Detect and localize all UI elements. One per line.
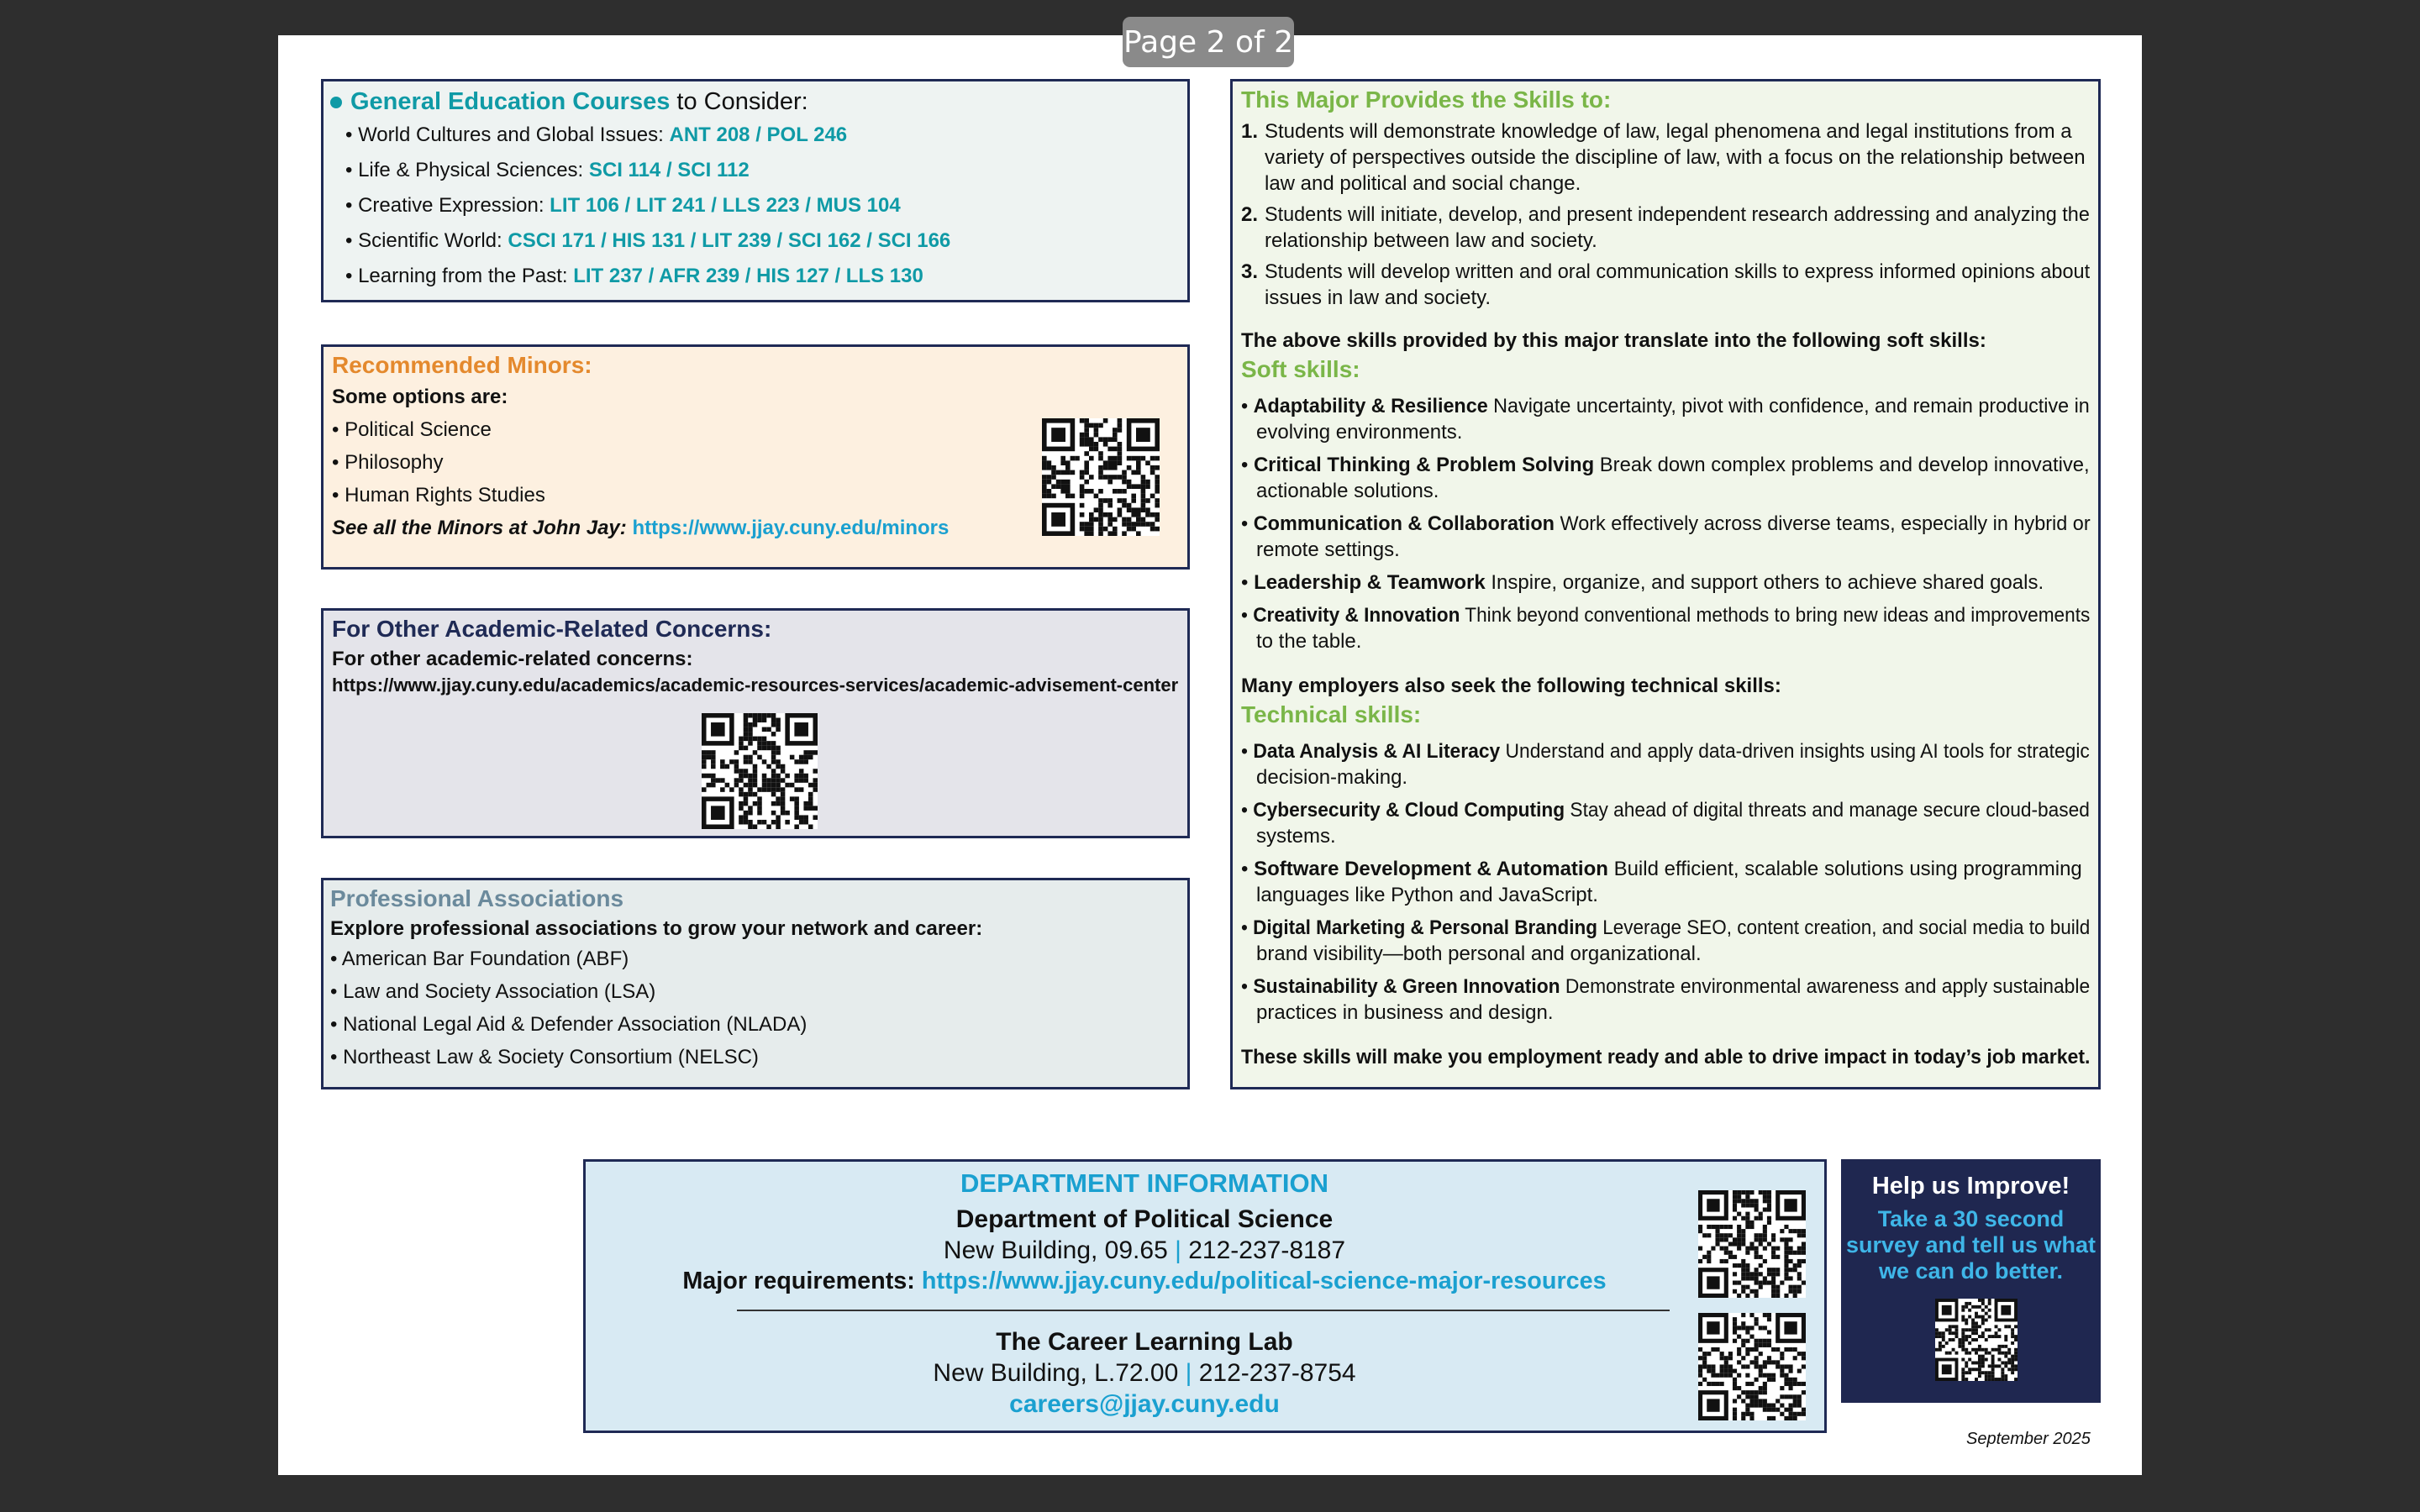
skill-item-cont: remote settings. <box>1256 538 1400 561</box>
survey-text: Take a 30 second survey and tell us what we can do better. <box>1845 1206 2096 1284</box>
outcome-text: Students will initiate, develop, and present independent research addressing and analyzing the <box>1265 203 2090 226</box>
gen-ed-box <box>321 79 1190 302</box>
minors-box <box>321 344 1190 570</box>
course-codes: LIT 237 / AFR 239 / HIS 127 / LLS 130 <box>573 265 923 287</box>
publication-date: September 2025 <box>1966 1430 2091 1448</box>
course-codes: CSCI 171 / HIS 131 / LIT 239 / SCI 162 / SCI 166 <box>508 229 951 252</box>
skill-item: • Leadership & Teamwork Inspire, organize, and support others to achieve shared goals. <box>1241 571 2044 594</box>
dept-requirements: Major requirements: https://www.jjay.cuny.edu/political-science-major-resources <box>682 1268 1607 1294</box>
minor-item: • Philosophy <box>332 451 444 474</box>
department-info-box <box>583 1159 1827 1433</box>
other-title: For Other Academic-Related Concerns: <box>332 616 772 642</box>
minors-link[interactable]: https://www.jjay.cuny.edu/minors <box>632 517 950 539</box>
association-item: • Northeast Law & Society Consortium (NELSC) <box>330 1046 759 1068</box>
dept-heading: DEPARTMENT INFORMATION <box>960 1168 1328 1198</box>
soft-skills-intro: The above skills provided by this major translate into the following soft skills: <box>1241 329 1986 352</box>
survey-qr-code[interactable] <box>1935 1299 2018 1381</box>
survey-box <box>1841 1159 2101 1403</box>
skills-title: This Major Provides the Skills to: <box>1241 87 1612 113</box>
skill-item: • Sustainability & Green Innovation Demonstrate environmental awareness and apply sustainable <box>1241 975 2091 998</box>
outcome-text: variety of perspectives outside the discipline of law, with a focus on the relationship between <box>1265 146 2086 169</box>
outcome-number: 2. <box>1241 203 1259 226</box>
gen-ed-item: • Scientific World: CSCI 171 / HIS 131 / LIT 239 / SCI 162 / SCI 166 <box>345 229 951 252</box>
course-codes: LIT 106 / LIT 241 / LLS 223 / MUS 104 <box>550 194 901 217</box>
skill-item-cont: evolving environments. <box>1256 421 1463 444</box>
skill-item: • Data Analysis & AI Literacy Understand and apply data-driven insights using AI tools for strategic <box>1241 740 2090 763</box>
skill-item: • Communication & Collaboration Work effectively across diverse teams, especially in hybrid or <box>1241 512 2091 535</box>
skill-item: • Critical Thinking & Problem Solving Break down complex problems and develop innovative, <box>1241 454 2090 476</box>
divider <box>737 1310 1670 1311</box>
skill-item-cont: systems. <box>1256 825 1336 848</box>
survey-title: Help us Improve! <box>1871 1173 2070 1200</box>
prof-intro: Explore professional associations to grow your network and career: <box>330 917 983 940</box>
skill-item-cont: actionable solutions. <box>1256 480 1439 502</box>
tech-skills-intro: Many employers also seek the following technical skills: <box>1241 675 1781 697</box>
skill-item-cont: languages like Python and JavaScript. <box>1256 884 1598 906</box>
outcome-text: relationship between law and society. <box>1265 229 1597 252</box>
outcome-number: 1. <box>1241 120 1259 143</box>
skill-item: • Creativity & Innovation Think beyond conventional methods to bring new ideas and improvements <box>1241 604 2091 627</box>
lab-qr-code[interactable] <box>1698 1313 1806 1420</box>
advisement-qr-code[interactable] <box>702 713 818 829</box>
outcome-text: issues in law and society. <box>1265 286 1491 309</box>
tech-skills-title: Technical skills: <box>1241 701 1422 727</box>
minor-item: • Political Science <box>332 418 492 441</box>
skill-item: • Cybersecurity & Cloud Computing Stay ahead of digital threats and manage secure cloud-based <box>1241 799 2090 822</box>
gen-ed-title: General Education Courses to Consider: <box>330 88 808 116</box>
course-codes: SCI 114 / SCI 112 <box>588 159 750 181</box>
association-item: • National Legal Aid & Defender Association (NLADA) <box>330 1013 808 1036</box>
gen-ed-item: • Life & Physical Sciences: SCI 114 / SCI 112 <box>345 159 750 181</box>
gen-ed-item: • Learning from the Past: LIT 237 / AFR 239 / HIS 127 / LLS 130 <box>345 265 923 287</box>
skills-closing: These skills will make you employment ready and able to drive impact in today’s job market. <box>1241 1046 2091 1068</box>
dept-name: Department of Political Science <box>955 1205 1334 1233</box>
skills-box <box>1230 79 2101 1089</box>
association-item: • Law and Society Association (LSA) <box>330 980 656 1003</box>
skill-item: • Digital Marketing & Personal Branding Leverage SEO, content creation, and social media to build <box>1241 916 2091 939</box>
outcome-text: law and political and social change. <box>1265 172 1581 195</box>
skill-item-cont: brand visibility—both personal and organizational. <box>1256 942 1702 965</box>
major-requirements-link[interactable]: https://www.jjay.cuny.edu/political-science-major-resources <box>921 1268 1607 1294</box>
soft-skills-title: Soft skills: <box>1241 356 1360 382</box>
skill-item: • Adaptability & Resilience Navigate uncertainty, pivot with confidence, and remain productive in <box>1241 395 2090 417</box>
lab-email-link[interactable]: careers@jjay.cuny.edu <box>1009 1390 1280 1418</box>
prof-title: Professional Associations <box>330 885 624 911</box>
minors-see-all: See all the Minors at John Jay: https://www.jjay.cuny.edu/minors <box>332 517 950 539</box>
minors-title: Recommended Minors: <box>332 352 592 378</box>
gen-ed-item: • World Cultures and Global Issues: ANT 208 / POL 246 <box>345 123 848 146</box>
lab-contact: New Building, L.72.00 | 212-237-8754 <box>933 1359 1356 1387</box>
association-item: • American Bar Foundation (ABF) <box>330 948 629 970</box>
course-codes: ANT 208 / POL 246 <box>669 123 848 146</box>
other-intro: For other academic-related concerns: <box>332 648 693 670</box>
minors-intro: Some options are: <box>332 386 508 408</box>
lab-name: The Career Learning Lab <box>996 1328 1293 1356</box>
minor-item: • Human Rights Studies <box>332 484 545 507</box>
outcome-text: Students will demonstrate knowledge of law, legal phenomena and legal institutions from a <box>1265 120 2072 143</box>
professional-associations-box <box>321 878 1190 1089</box>
skill-item-cont: decision-making. <box>1256 766 1408 789</box>
outcome-number: 3. <box>1241 260 1259 283</box>
advisement-center-link[interactable]: https://www.jjay.cuny.edu/academics/academic-resources-services/academic-advisement-center <box>332 675 1179 696</box>
skill-item-cont: practices in business and design. <box>1256 1001 1554 1024</box>
dept-contact: New Building, 09.65 | 212-237-8187 <box>943 1236 1346 1264</box>
bullet-dot-icon <box>330 97 342 108</box>
page-indicator: Page 2 of 2 <box>1123 17 1294 67</box>
gen-ed-item: • Creative Expression: LIT 106 / LIT 241 / LLS 223 / MUS 104 <box>345 194 901 217</box>
skill-item-cont: to the table. <box>1256 630 1362 653</box>
other-concerns-box <box>321 608 1190 838</box>
skill-item: • Software Development & Automation Build efficient, scalable solutions using programming <box>1241 858 2082 880</box>
dept-qr-code[interactable] <box>1698 1190 1806 1298</box>
outcome-text: Students will develop written and oral communication skills to express informed opinions about <box>1265 260 2091 283</box>
minors-qr-code[interactable] <box>1042 418 1160 536</box>
